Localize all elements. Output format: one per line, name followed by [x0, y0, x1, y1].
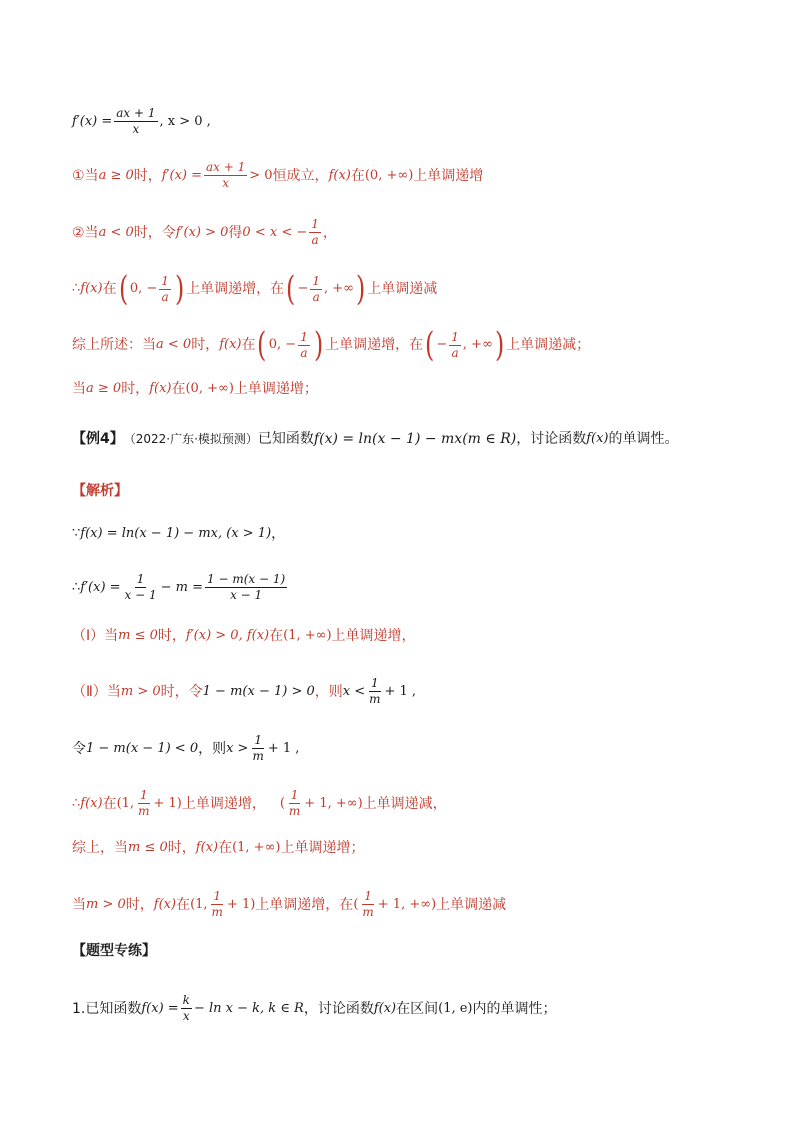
fraction: $\frac{1}{a}$	[312, 273, 320, 304]
summary-line-1: 综上所述：当 a < 0 时， f(x) 在 ( 0, − $\frac{1}{a}$ ) 上单调递增，在 ( − $\frac{1}{a}$ , +∞ ) 上单调递减；	[72, 325, 591, 365]
solution-heading: 【解析】	[72, 483, 128, 499]
derivative-line	[72, 106, 211, 137]
fraction: $\frac{1}{m}$	[252, 733, 264, 763]
conclusion-line: ∴ f(x) 在 ( 0, − $\frac{1}{a}$ ) 上单调递增，在 ( − $\frac{1}{a}$ , +∞ ) 上单调递减	[72, 269, 438, 309]
inequality-line: 令 1 − m(x − 1) < 0 ，则 x > $\frac{1}{m}$ + 1 ,	[72, 733, 300, 763]
fraction: $\frac{1}{m}$	[211, 889, 223, 919]
example-tag: 【例4】	[72, 431, 124, 447]
example-4-problem: 【例4】 （2022·广东·模拟预测） 已知函数 f(x) = ln(x − 1) − mx(m ∈ R) ，讨论函数 f(x) 的单调性。	[72, 431, 679, 447]
fraction: $\frac{1}{x - 1}$	[124, 572, 157, 602]
case-ii-line: （Ⅱ）当 m > 0 时，令 1 − m(x − 1) > 0 ，则 x < $\frac{1}{m}$ + 1 ,	[72, 676, 417, 706]
fraction: $\frac{1}{a}$	[161, 273, 169, 304]
case-1-line: ①当 a ≥ 0 时， f′(x) = $\frac{ax + 1}{x}$ > 0 恒成立， f(x) 在 (0, +∞) 上单调递增	[72, 160, 484, 190]
function-definition: f(x) = ln(x − 1) − mx(m ∈ R)	[313, 431, 517, 447]
given-line: ∵ f(x) = ln(x − 1) − mx, (x > 1) ，	[72, 526, 286, 542]
fraction: $\frac{1}{m}$	[288, 788, 301, 818]
case-2-line: ②当 a < 0 时，令 f′(x) > 0 得 0 < x < − $\frac{1}{a}$ ，	[72, 217, 337, 247]
fraction: $\frac{1}{m}$	[369, 676, 381, 706]
fraction: $\frac{k}{x}$	[182, 993, 190, 1023]
fraction: $\frac{1 - m(x - 1)}{x - 1}$	[207, 572, 286, 602]
summary-line-2: 当 a ≥ 0 时， f(x) 在 (0, +∞) 上单调递增；	[72, 381, 318, 397]
monotonicity-line: ∴ f(x) 在 (1, $\frac{1}{m}$ + 1) 上单调递增， ( $\frac{1}{m}$ + 1, +∞) 上单调递减，	[72, 788, 447, 818]
fraction: $\frac{1}{a}$	[311, 217, 319, 247]
domain-text: , x > 0 ,	[159, 113, 211, 129]
practice-heading: 【题型专练】	[72, 943, 156, 959]
fraction: $\frac{1}{m}$	[138, 788, 150, 818]
fraction: $\frac{1}{a}$	[300, 329, 308, 360]
derivative-lhs: f′(x) =	[72, 113, 113, 129]
fraction: $\frac{ax + 1}{x}$	[116, 106, 156, 136]
fraction: $\frac{1}{m}$	[362, 889, 374, 919]
example-source: （2022·广东·模拟预测）	[123, 432, 258, 446]
summary-line-3: 综上，当 m ≤ 0 时， f(x) 在 (1, +∞) 上单调递增；	[72, 840, 365, 856]
case-i-line: （Ⅰ）当 m ≤ 0 时， f′(x) > 0, f(x) 在 (1, +∞) 上单调递增，	[72, 628, 416, 644]
derivative-line-2: ∴ f′(x) = $\frac{1}{x - 1}$ − m = $\frac{1 - m(x - 1)}{x - 1}$	[72, 572, 286, 602]
fraction: $\frac{1}{a}$	[451, 329, 459, 360]
summary-line-4: 当 m > 0 时， f(x) 在 (1, $\frac{1}{m}$ + 1) 上单调递增，在 ( $\frac{1}{m}$ + 1, +∞) 上单调递减	[72, 889, 507, 919]
practice-problem-1: 1.已知函数 f(x) = $\frac{k}{x}$ − ln x − k, k ∈ R ，讨论函数 f(x) 在区间 (1, e) 内的单调性；	[72, 993, 557, 1023]
fraction: $\frac{ax + 1}{x}$	[206, 160, 246, 190]
